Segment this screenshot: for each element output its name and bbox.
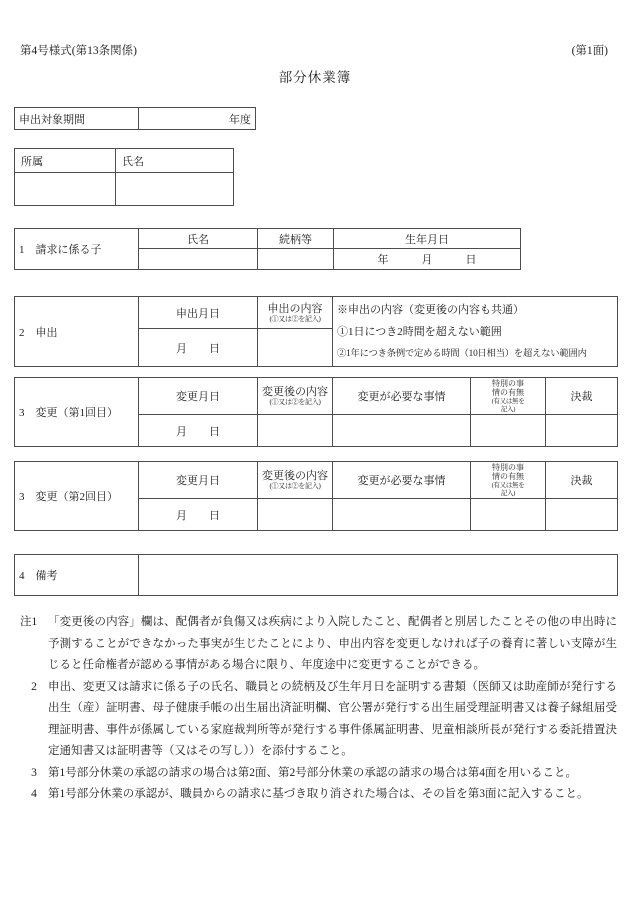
note-label: 注1 (20, 616, 38, 628)
change2-content-header: 変更後の内容 (①又は②を記入) (258, 462, 333, 499)
change2-date-input-cell[interactable]: 月 日 (139, 499, 258, 531)
request-content-header: 申出の内容 (①又は②を記入) (258, 297, 333, 329)
change2-reason-header: 変更が必要な事情 (333, 462, 471, 499)
change1-special-header: 特別の事 情の有無 (有又は無を 記入) (471, 378, 546, 415)
child-relation-header: 続柄等 (258, 229, 334, 249)
change2-content-subnote: (①又は②を記入) (269, 482, 321, 490)
note-text: 第1号部分休業の承認が、職員からの請求に基づき取り消された場合は、その旨を第3面に記入すること。 (48, 788, 589, 800)
change2-special-input-cell[interactable] (471, 499, 546, 531)
change1-reason-header: 変更が必要な事情 (333, 378, 471, 415)
remarks-input-cell[interactable] (139, 555, 618, 596)
note-item-1 (20, 612, 617, 677)
form-number: 第4号様式(第13条関係) (20, 45, 137, 57)
note-item-4 (20, 784, 617, 806)
child-birthdate-header: 生年月日 (334, 229, 521, 249)
period-label: 申出対象期間 (15, 108, 139, 130)
affiliation-label: 所属 (15, 149, 116, 173)
change1-content-input-cell[interactable] (258, 415, 333, 447)
request-date-header: 申出月日 (139, 297, 258, 329)
change1-section-table (14, 377, 618, 447)
fiscal-year-input-cell[interactable]: 年度 (139, 108, 256, 130)
child-section-label: 1 請求に係る子 (15, 229, 139, 270)
change2-reason-input-cell[interactable] (333, 499, 471, 531)
name-label: 氏名 (116, 149, 234, 173)
change2-section-table (14, 461, 618, 531)
child-name-input-cell[interactable] (139, 249, 258, 270)
change2-date-header: 変更月日 (139, 462, 258, 499)
request-content-input-cell[interactable] (258, 329, 333, 367)
change2-approval-header: 決裁 (546, 462, 618, 499)
note-item-3 (20, 763, 617, 785)
name-input-cell[interactable] (116, 173, 234, 206)
note-label: 4 (31, 788, 37, 800)
page-title: 部分休業簿 (278, 70, 352, 85)
change1-reason-input-cell[interactable] (333, 415, 471, 447)
change1-special-input-cell[interactable] (471, 415, 546, 447)
request-section-label: 2 申出 (15, 297, 139, 367)
identity-table (14, 148, 234, 206)
request-content-subnote: (①又は②を記入) (269, 314, 321, 323)
note-text: 「変更後の内容」欄は、配偶者が負傷又は疾病により入院したこと、配偶者と別居したことその他の申出時に予測することができなかった事実が生じたことにより、申出内容を変更しなければ子の養育に著しい支障が生じると任命権者が認める事情がある場合に限り、年度途中に変更することができる。 (48, 616, 617, 671)
note-label: 3 (31, 766, 37, 779)
child-name-header: 氏名 (139, 229, 258, 249)
notes-block (20, 612, 617, 806)
change2-section-label: 3 変更（第2回目） (15, 462, 139, 531)
request-info-line2: ①1日につき2時間を超えない範囲 (337, 325, 502, 338)
change2-approval-input-cell[interactable] (546, 499, 618, 531)
change2-content-input-cell[interactable] (258, 499, 333, 531)
remarks-section-table (14, 554, 618, 596)
request-section-table (14, 296, 618, 367)
page-marker: (第1面) (571, 45, 608, 57)
affiliation-input-cell[interactable] (15, 173, 116, 206)
period-table (14, 107, 256, 130)
request-info-line1: ※申出の内容（変更後の内容も共通） (337, 303, 524, 316)
change1-date-input-cell[interactable]: 月 日 (139, 415, 258, 447)
note-item-2 (20, 677, 617, 763)
request-date-input-cell[interactable]: 月 日 (139, 329, 258, 367)
change1-section-label: 3 変更（第1回目） (15, 378, 139, 447)
request-info-cell (333, 297, 618, 367)
change1-content-header: 変更後の内容 (①又は②を記入) (258, 378, 333, 415)
request-info-line3: ②1年につき条例で定める時間（10日相当）を超えない範囲内 (337, 348, 587, 359)
child-relation-input-cell[interactable] (258, 249, 334, 270)
note-text: 申出、変更又は請求に係る子の氏名、職員との続柄及び生年月日を証明する書類（医師又は助産師が発行する出生（産）証明書、母子健康手帳の出生届出済証明欄、官公署が発行する出生届受理証明書又は養子縁組届受理証明書、事件が係属している家庭裁判所等が発行する事件係属証明書、児童相談所長が発行する委託措置決定通知書又は証明書等（又はその写し））を添付すること。 (48, 680, 617, 757)
change1-approval-header: 決裁 (546, 378, 618, 415)
child-section-table (14, 228, 521, 270)
change1-date-header: 変更月日 (139, 378, 258, 415)
change1-content-subnote: (①又は②を記入) (269, 398, 321, 406)
note-label: 2 (31, 680, 37, 693)
note-text: 第1号部分休業の承認の請求の場合は第2面、第2号部分休業の承認の請求の場合は第4面を用いること。 (48, 766, 577, 779)
change2-special-header: 特別の事 情の有無 (有又は無を 記入) (471, 462, 546, 499)
child-birthdate-input-cell[interactable]: 年 月 日 (334, 249, 521, 270)
remarks-section-label: 4 備考 (15, 555, 139, 596)
change1-approval-input-cell[interactable] (546, 415, 618, 447)
